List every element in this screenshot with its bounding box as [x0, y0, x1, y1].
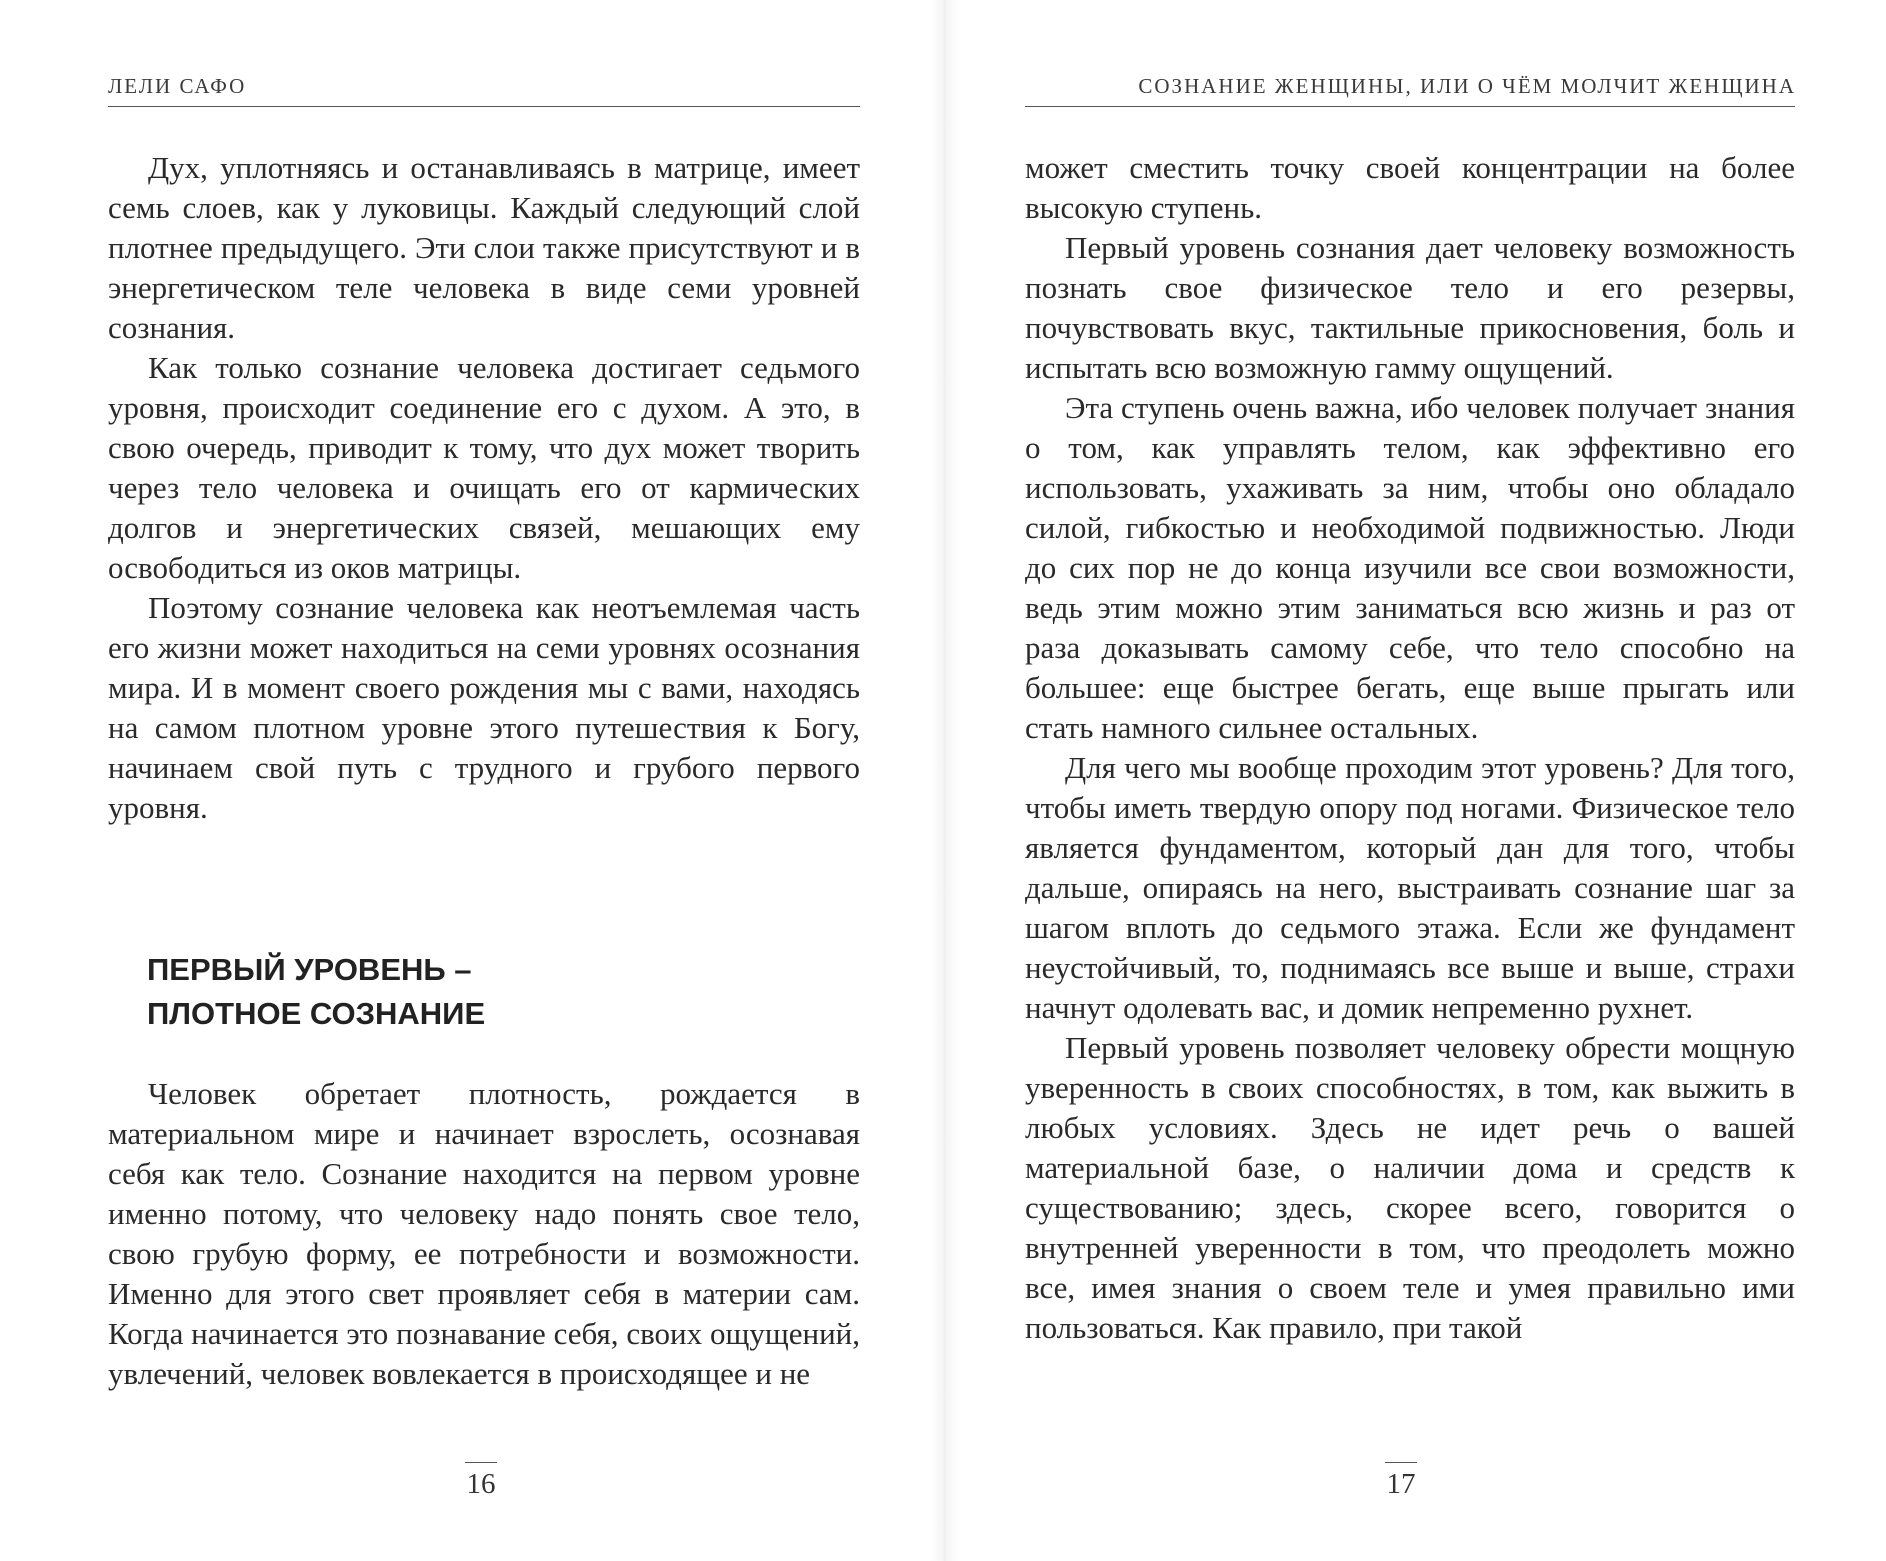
body-text: [108, 148, 860, 828]
body-text: [1025, 148, 1795, 1348]
page-number: 16: [466, 1468, 496, 1500]
header-rule: [1025, 106, 1795, 107]
paragraph: Для чего мы вообще проходим этот уровень? Для того, чтобы иметь твердую опору под ногами. Физическое тело является фундаментом, который дан для того, чтобы дальше, опираясь на него, выстраивать сознание шаг за шагом вплоть до седьмого этажа. Если же фундамент неустойчивый, то, поднимаясь все выше и выше, страхи начнут одолевать вас, и домик непременно рухнет.: [1025, 750, 1795, 1025]
running-head-author: ЛЕЛИ САФО: [108, 74, 247, 98]
heading-line: ПЛОТНОЕ СОЗНАНИЕ: [147, 996, 486, 1031]
paragraph: Первый уровень позволяет человеку обрести мощную уверенность в своих способностях, в том, как выжить в любых условиях. Здесь не идет речь о вашей материальной базе, о наличии дома и средств к существованию; здесь, скорее всего, говорится о внутренней уверенности в том, что преодолеть можно все, имея знания о своем теле и умея правильно ими пользоваться. Как правило, при такой: [1025, 1030, 1795, 1345]
header-rule: [108, 106, 860, 107]
page-number: 17: [1386, 1468, 1416, 1500]
right-page: [940, 0, 1886, 1561]
paragraph: Первый уровень сознания дает человеку возможность познать свое физическое тело и его резервы, почувствовать вкус, тактильные прикосновения, боль и испытать всю возможную гамму ощущений.: [1025, 230, 1795, 385]
left-page: [0, 0, 940, 1561]
paragraph: Эта ступень очень важна, ибо человек получает знания о том, как управлять телом, как эффективно его использовать, ухаживать за ним, чтобы оно обладало силой, гибкостью и необходимой подвижностью. Люди до сих пор не до конца изучили все свои возможности, ведь этим можно этим заниматься всю жизнь и раз от раза доказывать самому себе, что тело способно на большее: еще быстрее бегать, еще выше прыгать или стать намного сильнее остальных.: [1025, 390, 1795, 745]
folio-rule: [465, 1462, 497, 1463]
paragraph-continuation: может сместить точку своей концентрации на более высокую ступень.: [1025, 150, 1795, 225]
running-head-title: СОЗНАНИЕ ЖЕНЩИНЫ, ИЛИ О ЧЁМ МОЛЧИТ ЖЕНЩИНА: [1138, 74, 1796, 98]
heading-line: ПЕРВЫЙ УРОВЕНЬ –: [147, 952, 472, 987]
paragraph: Как только сознание человека достигает седьмого уровня, происходит соединение его с духом. А это, в свою очередь, приводит к тому, что дух может творить через тело человека и очищать его от кармических долгов и энергетических связей, мешающих ему освободиться из оков матрицы.: [108, 350, 860, 585]
paragraph: Дух, уплотняясь и останавливаясь в матрице, имеет семь слоев, как у луковицы. Каждый следующий слой плотнее предыдущего. Эти слои также присутствуют и в энергетическом теле человека в виде семи уровней сознания.: [108, 150, 860, 345]
body-text-after-heading: [108, 1074, 860, 1394]
paragraph: Человек обретает плотность, рождается в материальном мире и начинает взрослеть, осознавая себя как тело. Сознание находится на первом уровне именно потому, что человеку надо понять свое тело, свою грубую форму, ее потребности и возможности. Именно для этого свет проявляет себя в материи сам. Когда начинается это познавание себя, своих ощущений, увлечений, человек вовлекается в происходящее и не: [108, 1076, 860, 1391]
section-heading: [147, 948, 747, 1036]
paragraph: Поэтому сознание человека как неотъемлемая часть его жизни может находиться на семи уровнях осознания мира. И в момент своего рождения мы с вами, находясь на самом плотном уровне этого путешествия к Богу, начинаем свой путь с трудного и грубого первого уровня.: [108, 590, 860, 825]
folio-rule: [1385, 1462, 1417, 1463]
